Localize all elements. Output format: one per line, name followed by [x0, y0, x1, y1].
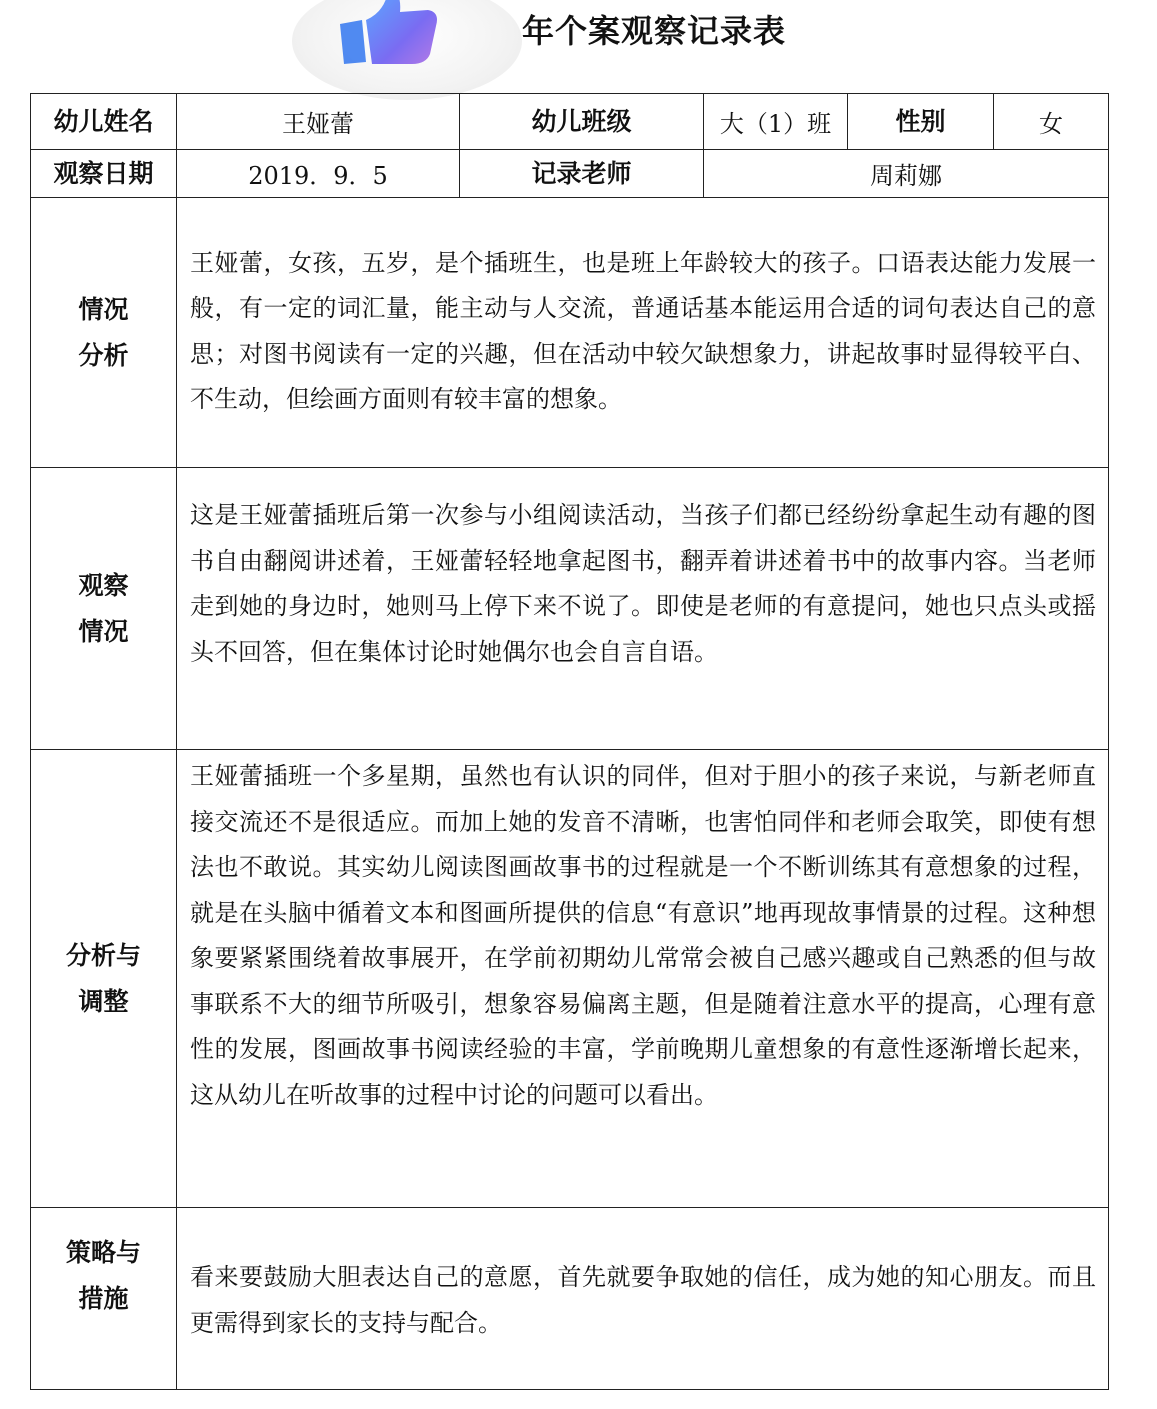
recording-teacher-label: 记录老师	[460, 150, 704, 198]
section-content	[177, 750, 1109, 1208]
observation-date-label: 观察日期	[31, 150, 177, 198]
section-text: 王娅蕾插班一个多星期，虽然也有认识的同伴，但对于胆小的孩子来说，与新老师直接交流还不是很适应。而加上她的发音不清晰，也害怕同伴和老师会取笑，即使有想法也不敢说。其实幼儿阅读图画故事书的过程就是一个不断训练其有意想象的过程，就是在头脑中循着文本和图画所提供的信息“有意识”地再现故事情景的过程。这种想象要紧紧围绕着故事展开，在学前初期幼儿常常会被自己感兴趣或自己熟悉的但与故事联系不大的细节所吸引，想象容易偏离主题，但是随着注意水平的提高，心理有意性的发展，图画故事书阅读经验的丰富，学前晚期儿童想象的有意性逐渐增长起来，这从幼儿在听故事的过程中讨论的问题可以看出。	[190, 762, 1096, 1109]
thumbs-up-overlay	[292, 0, 522, 100]
section-label-line2: 调整	[78, 986, 129, 1016]
section-label	[31, 198, 177, 468]
observation-date-value: 2019．9．5	[177, 150, 460, 198]
section-label	[31, 468, 177, 750]
header-row-1	[31, 94, 1109, 150]
section-label-line1: 策略与	[65, 1238, 141, 1267]
observation-record-table	[30, 93, 1109, 1390]
child-class-label: 幼儿班级	[460, 94, 704, 150]
section-observation	[31, 468, 1109, 750]
section-content	[177, 1208, 1109, 1390]
gender-value: 女	[994, 94, 1109, 150]
page-title: 年个案观察记录表	[522, 12, 787, 50]
section-label-line2: 分析	[78, 340, 129, 370]
recording-teacher-value: 周莉娜	[704, 150, 1109, 198]
section-label-line1: 分析与	[65, 940, 141, 970]
section-content	[177, 198, 1109, 468]
section-content	[177, 468, 1109, 750]
child-name-value: 王娅蕾	[177, 94, 460, 150]
section-text: 看来要鼓励大胆表达自己的意愿，首先就要争取她的信任，成为她的知心朋友。而且更需得到家长的支持与配合。	[190, 1263, 1096, 1337]
section-label-line2: 措施	[78, 1284, 129, 1313]
gender-label: 性别	[848, 94, 994, 150]
section-label-line2: 情况	[78, 616, 129, 646]
header-row-2	[31, 150, 1109, 198]
child-class-value: 大（1）班	[704, 94, 848, 150]
section-text: 王娅蕾，女孩，五岁，是个插班生，也是班上年龄较大的孩子。口语表达能力发展一般，有一定的词汇量，能主动与人交流，普通话基本能运用合适的词句表达自己的意思；对图书阅读有一定的兴趣，但在活动中较欠缺想象力，讲起故事时显得较平白、不生动，但绘画方面则有较丰富的想象。	[190, 248, 1096, 413]
thumbs-up-icon	[332, 0, 462, 70]
section-analysis-adjustment	[31, 750, 1109, 1208]
section-label-line1: 情况	[78, 294, 129, 324]
section-situation-analysis	[31, 198, 1109, 468]
section-text: 这是王娅蕾插班后第一次参与小组阅读活动，当孩子们都已经纷纷拿起生动有趣的图书自由翻阅讲述着，王娅蕾轻轻地拿起图书，翻弄着讲述着书中的故事内容。当老师走到她的身边时，她则马上停下来不说了。即使是老师的有意提问，她也只点头或摇头不回答，但在集体讨论时她偶尔也会自言自语。	[190, 501, 1096, 666]
section-strategy-measures	[31, 1208, 1109, 1390]
section-label	[31, 1208, 177, 1390]
section-label-line1: 观察	[78, 570, 129, 600]
section-label	[31, 750, 177, 1208]
child-name-label: 幼儿姓名	[31, 94, 177, 150]
